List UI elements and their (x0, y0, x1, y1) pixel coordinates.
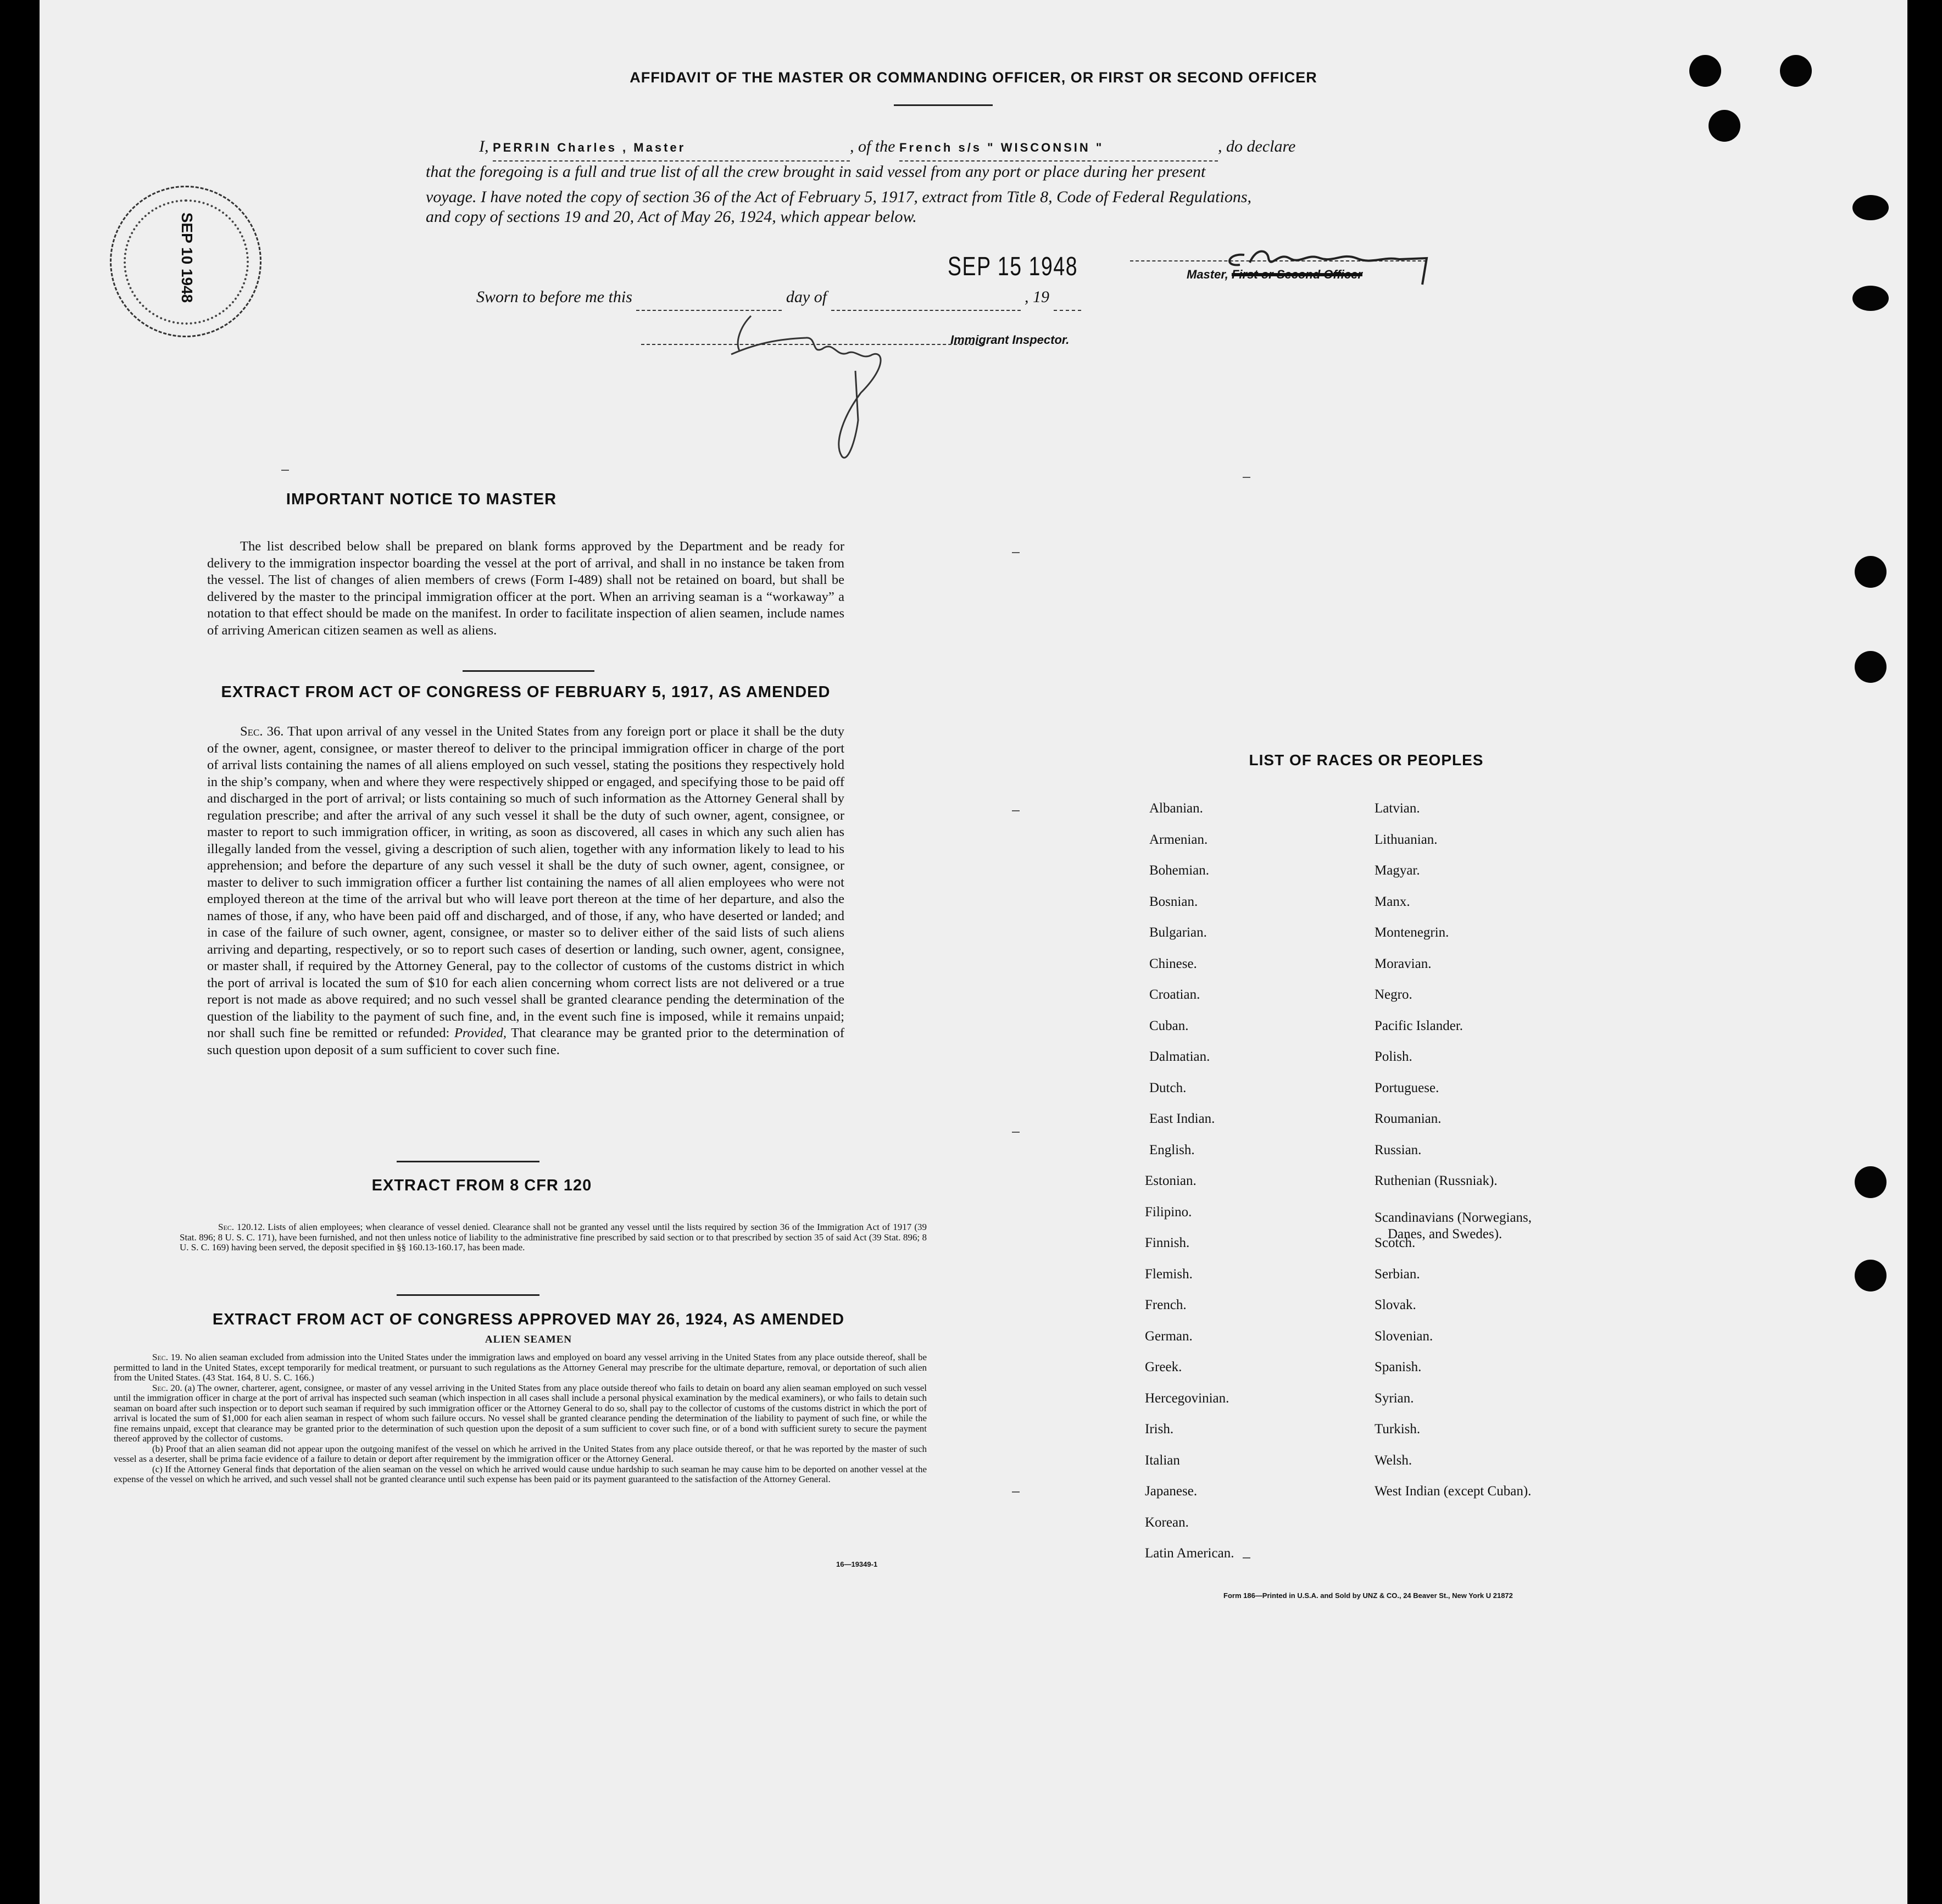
master-caption: Master, First or Second Officer (1187, 268, 1362, 281)
affidavit-title: AFFIDAVIT OF THE MASTER OR COMMANDING OFFICER, OR FIRST OR SECOND OFFICER (630, 69, 1317, 86)
extract-1917-title: EXTRACT FROM ACT OF CONGRESS OF FEBRUARY 5, 1917, AS AMENDED (221, 683, 831, 701)
divider (397, 1161, 539, 1162)
race-item: Spanish. (1375, 1360, 1422, 1374)
race-item: Lithuanian. (1375, 832, 1438, 847)
race-item: Serbian. (1375, 1266, 1420, 1282)
inspection-seal-stamp (110, 186, 261, 337)
registration-mark (281, 470, 289, 471)
race-item: Irish. (1145, 1422, 1174, 1437)
race-item: Bohemian. (1149, 863, 1210, 878)
race-item: German. (1145, 1328, 1193, 1344)
registration-mark (1012, 1132, 1020, 1133)
race-item: Bosnian. (1149, 894, 1198, 909)
extract-1924-subtitle: ALIEN SEAMEN (485, 1334, 572, 1345)
extract-cfr-title: EXTRACT FROM 8 CFR 120 (371, 1177, 592, 1194)
registration-mark (1243, 477, 1250, 478)
stamped-date: SEP 15 1948 (948, 252, 1078, 281)
races-title: LIST OF RACES OR PEOPLES (1249, 751, 1484, 769)
race-item: Scotch. (1375, 1235, 1416, 1250)
registration-mark (1012, 1491, 1020, 1493)
race-item: Scandinavians (Norwegians, (1375, 1210, 1532, 1225)
race-item: Filipino. (1145, 1204, 1192, 1220)
extract-1924-title: EXTRACT FROM ACT OF CONGRESS APPROVED MAY 26, 1924, AS AMENDED (212, 1311, 845, 1328)
race-item: Montenegrin. (1375, 925, 1449, 940)
binder-hole (1855, 556, 1887, 588)
master-name-field: PERRIN Charles , Master (493, 135, 850, 162)
divider (397, 1294, 539, 1296)
race-item: English. (1149, 1142, 1195, 1157)
race-item: Dalmatian. (1149, 1049, 1210, 1064)
extract-1917-text: Sec. 36. That upon arrival of any vessel in the United States from any foreign port or place it shall be the duty of the owner, agent, consignee, or master thereof to deliver to the principal immigration officer in charge of the port of arrival lists containing the names of all aliens employed on such vessel, stating the positions they respectively hold in the ship’s company, when and where they were respectively shipped or engaged, and specifying those to be paid off and discharged in the port of arrival; or lists containing so much of such information as the Attorney General shall by regulation prescribe; and after the arrival of any such vessel it shall be the duty of such owner, agent, consignee, or master to report to such immigration officer, in writing, as soon as discovered, all cases in which any such alien has illegally landed from the vessel, giving a description of such alien, together with any information likely to lead to his apprehension; and before the departure of any such vessel it shall be the duty of such owner, agent, consignee, or master to deliver to such immigration officer a further list containing the names of all alien employees who were not employed thereon at the time of the arrival but who will leave port thereon at the time of her departure, and also the names of those, if any, who have been paid off and discharged, and of those, if any, who have deserted or landed; and in case of the failure of such owner, agent, consignee, or master so to deliver either of the said lists of such aliens arriving and departing, respectively, or so to report such cases of desertion or landing, such owner, agent, consignee, or master shall, if required by the Attorney General, pay to the collector of customs of the customs district in which the port of arrival is located the sum of $10 for each alien concerning whom correct lists are not delivered or a true report is not made as above required; and no such vessel shall be granted clearance pending the determination of the question of the liability to the payment of such fine, and, in the event such fine is imposed, while it remains unpaid; nor shall such fine be remitted or refunded: Provided, That clearance may be granted prior to the determination of such question upon deposit of a sum sufficient to cover such fine. (207, 724, 844, 1057)
race-item: Italian (1145, 1452, 1180, 1468)
race-item: Slovenian. (1375, 1328, 1433, 1344)
vessel-name-field: French s/s " WISCONSIN " (899, 135, 1218, 162)
race-item: Japanese. (1145, 1484, 1198, 1499)
race-item: Latvian. (1375, 801, 1420, 816)
race-item: Croatian. (1149, 987, 1200, 1002)
inspector-signature (724, 305, 954, 470)
race-item: Chinese. (1149, 956, 1197, 971)
registration-mark (1012, 810, 1020, 811)
printer-footer: Form 186—Printed in U.S.A. and Sold by UNZ & CO., 24 Beaver St., New York U 21872 (1223, 1591, 1513, 1600)
sworn-year-field (1054, 285, 1081, 311)
race-item: Syrian. (1375, 1390, 1414, 1406)
binder-hole (1689, 55, 1721, 87)
divider (894, 104, 993, 106)
notice-text: The list described below shall be prepared on blank forms approved by the Department and be ready for delivery to the immigration inspector boarding the vessel at the port of arrival, and shall in no instance be taken from the vessel. The list of changes of alien members of crews (Form I-489) shall not be retained on board, but shall be delivered by the master to the principal immigration officer at the port. When an arriving seaman is a “workaway” a notation to that effect should be made on the manifest. In order to facilitate inspection of alien seamen, include names of arriving American citizen seamen as well as aliens. (207, 539, 844, 638)
race-item: Turkish. (1375, 1422, 1421, 1437)
race-item: Russian. (1375, 1142, 1422, 1157)
binder-hole (1855, 1166, 1887, 1198)
master-signature (1218, 231, 1449, 291)
registration-mark (1243, 1557, 1250, 1558)
race-item: Hercegovinian. (1145, 1390, 1229, 1406)
binder-hole (1780, 55, 1812, 87)
binder-hole (1855, 651, 1887, 683)
document-page (40, 0, 1907, 1904)
race-item: Latin American. (1145, 1546, 1234, 1561)
declaration-line-1: I, PERRIN Charles , Master , of the French s/s " WISCONSIN " , do declare (479, 134, 1295, 162)
race-item: Ruthenian (Russniak). (1375, 1173, 1498, 1188)
notice-title: IMPORTANT NOTICE TO MASTER (286, 491, 557, 508)
binder-hole (1855, 1260, 1887, 1291)
race-item: Polish. (1375, 1049, 1412, 1064)
declaration-line-4: and copy of sections 19 and 20, Act of May 26, 1924, which appear below. (426, 208, 917, 226)
race-item: Korean. (1145, 1515, 1189, 1530)
race-item: Danes, and Swedes). (1388, 1226, 1503, 1242)
race-item: Cuban. (1149, 1018, 1189, 1033)
race-item: Portuguese. (1375, 1080, 1439, 1095)
race-item: Negro. (1375, 987, 1412, 1002)
registration-mark (1012, 552, 1020, 553)
struck-officer-caption: First or Second Officer (1231, 268, 1362, 281)
race-item: Pacific Islander. (1375, 1018, 1464, 1033)
race-item: Bulgarian. (1149, 925, 1207, 940)
race-item: East Indian. (1149, 1111, 1215, 1126)
race-item: Albanian. (1149, 801, 1203, 816)
race-item: Dutch. (1149, 1080, 1187, 1095)
race-item: Estonian. (1145, 1173, 1197, 1188)
race-item: Manx. (1375, 894, 1410, 909)
race-item: Roumanian. (1375, 1111, 1442, 1126)
binder-hole (1852, 286, 1889, 311)
divider (463, 670, 594, 672)
declaration-line-3: voyage. I have noted the copy of section 36 of the Act of February 5, 1917, extract from Title 8, Code of Federal Regulations, (426, 188, 1252, 206)
race-item: Welsh. (1375, 1452, 1412, 1468)
extract-cfr-text: Sec. 120.12. Lists of alien employees; when clearance of vessel denied. Clearance shall not be granted any vessel until the lists required by section 36 of the Immigration Act of 1917 (39 Stat. 896; 8 U. S. C. 171), have been furnished, and not then unless notice of liability to the administrative fine prescribed by said section or to that prescribed by section 35 of said Act (39 Stat. 896; 8 U. S. C. 169) having been served, the deposit specified in §§ 160.13-160.17, has been made. (180, 1222, 927, 1252)
binder-hole (1709, 110, 1740, 142)
race-item: French. (1145, 1298, 1187, 1312)
race-item: Magyar. (1375, 863, 1420, 878)
sworn-line: Sworn to before me this day of , 19 (476, 285, 1081, 311)
race-item: Greek. (1145, 1360, 1182, 1374)
declaration-line-2: that the foregoing is a full and true list of all the crew brought in said vessel from any port or place during her present (426, 163, 1206, 181)
race-item: Armenian. (1149, 832, 1208, 847)
inspector-caption: Immigrant Inspector. (950, 333, 1070, 347)
binder-hole (1852, 195, 1889, 220)
extract-1924-text: Sec. 19. No alien seaman excluded from admission into the United States under the immigration laws and employed on board any vessel arriving in the United States from any place outside thereof, shall be permitted to land in the United States, except temporarily for medical treatment, or pursuant to such regulations as the Attorney General may prescribe for the ultimate departure, removal, or deportation of such alien from the United States. (43 Stat. 164, 8 U. S. C. 166.) Sec. 20. (a) The owner, charterer, agent, consignee, or master of any vessel arriving in the United States from any place outside thereof who fails to detain on board any alien seaman employed on such vessel until the immigration officer in charge at the port of arrival has inspected such seaman (which inspection in all cases shall include a personal physical examination by the medical examiners), or who fails to detain such seaman on board after such inspection or to deport such seaman if required by such immigration officer or the Attorney General to do so, shall pay to the collector of customs of the customs district in which the port of arrival is located the sum of $1,000 for each alien seaman in respect of whom such failure occurs. No vessel shall be granted clearance pending the determination of the liability to payment of such fine, or while the fine remains unpaid, except that clearance may be granted prior to the determination of such question upon the deposit of a sum sufficient to cover such fine, or of a bond with sufficient surety to secure the payment thereof approved by the collector of customs. (b) Proof that an alien seaman did not appear upon the outgoing manifest of the vessel on which he arrived in the United States from any place outside thereof, or that he was reported by the master of such vessel as a deserter, shall be prima facie evidence of a failure to detain or deport after requirement by the immigration officer or the Attorney General. (c) If the Attorney General finds that deportation of the alien seaman on the vessel on which he arrived would cause undue hardship to such seaman he may cause him to be deported on another vessel at the expense of the vessel on which he arrived, and such vessel shall not be granted clearance until such expense has been paid or its payment guaranteed to the satisfaction of the Attorney General. (114, 1352, 927, 1484)
race-item: Moravian. (1375, 956, 1432, 971)
race-item: Finnish. (1145, 1235, 1190, 1250)
race-item: Slovak. (1375, 1298, 1416, 1312)
seal-date: SEP 10 1948 (179, 212, 196, 303)
form-number: 16—19349-1 (836, 1560, 878, 1568)
race-item: Flemish. (1145, 1266, 1193, 1282)
race-item: West Indian (except Cuban). (1375, 1484, 1532, 1499)
